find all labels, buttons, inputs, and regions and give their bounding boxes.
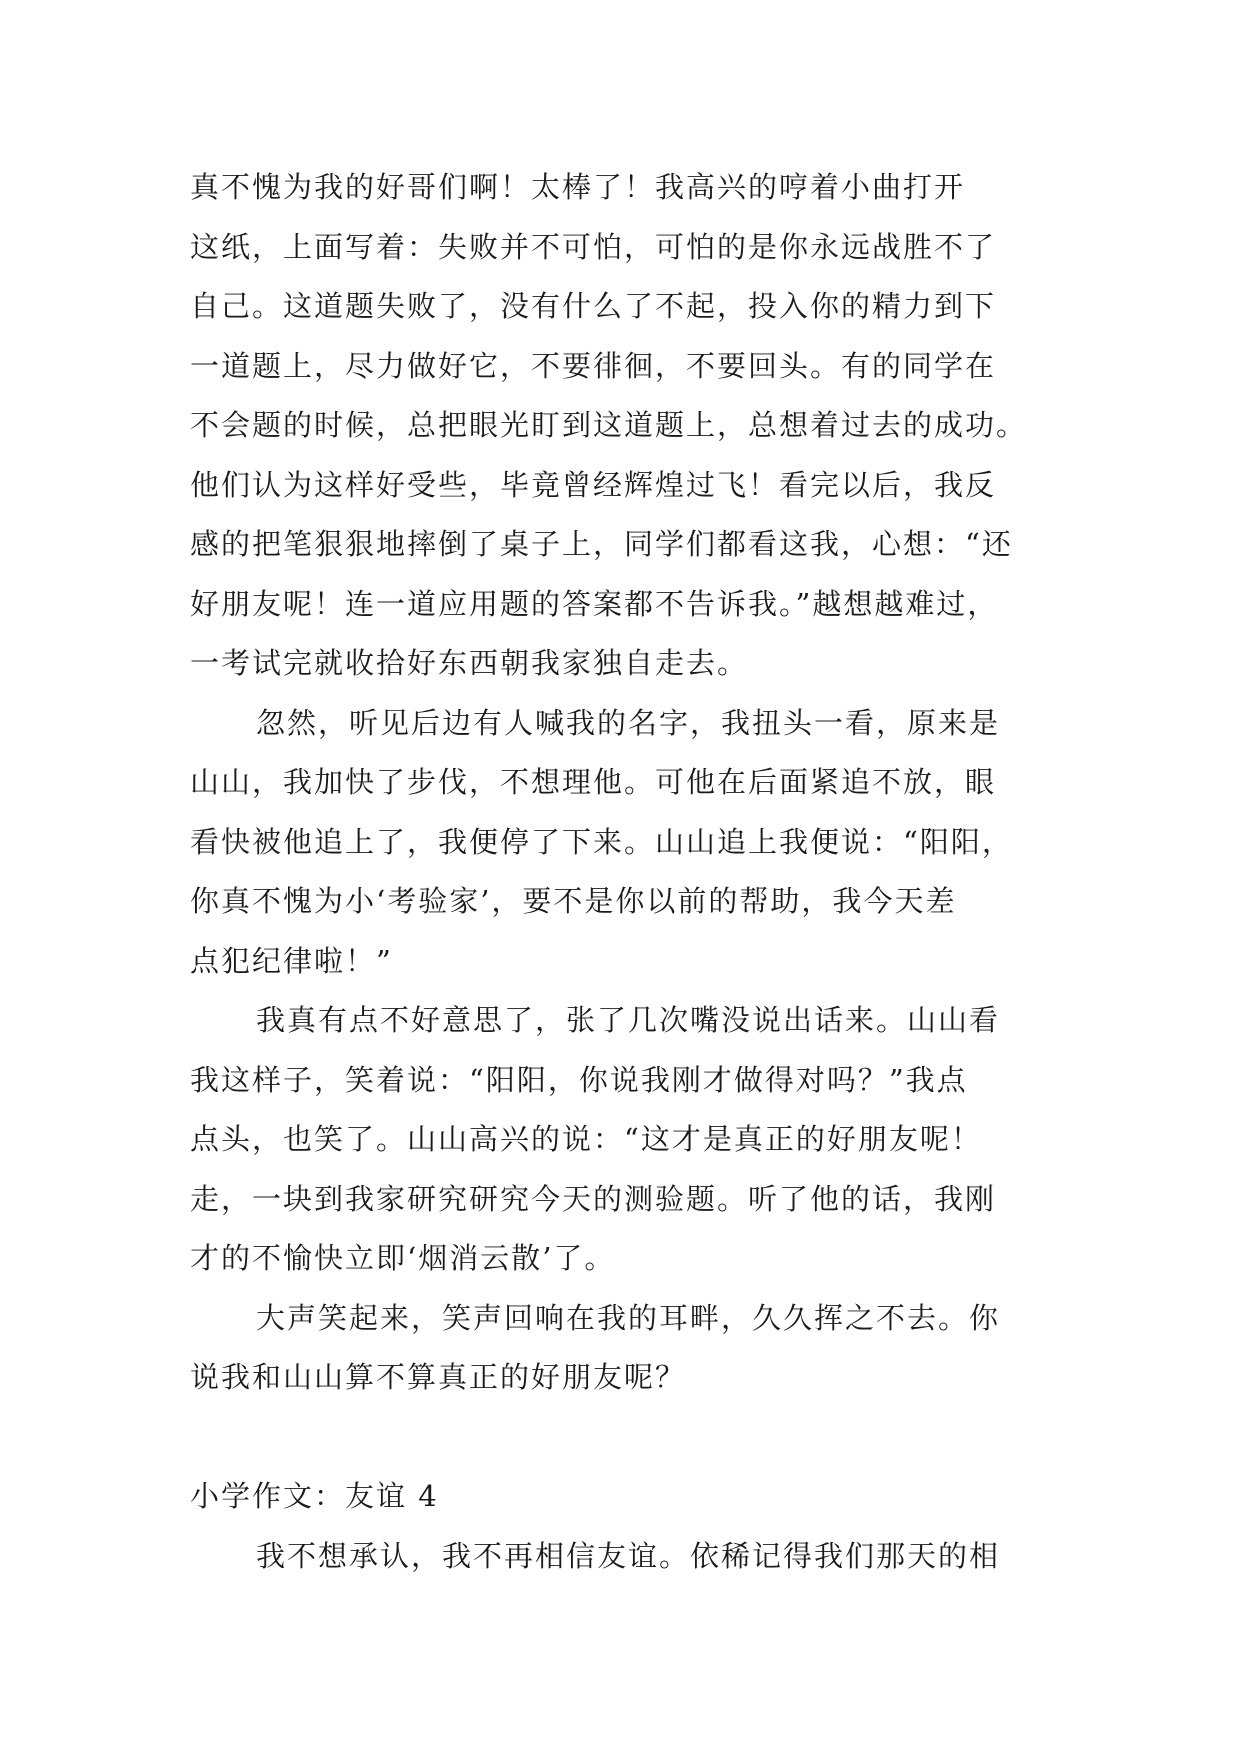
text-line: 说我和山山算不算真正的好朋友呢？ <box>190 1360 687 1394</box>
text-line: 自己。这道题失败了，没有什么了不起，投入你的精力到下 <box>190 289 997 323</box>
section-title: 小学作文：友谊 4 <box>190 1479 439 1513</box>
text-line: 不会题的时候，总把眼光盯到这道题上，总想着过去的成功。 <box>190 408 1028 442</box>
text-line: 点头，也笑了。山山高兴的说：“这才是真正的好朋友呢！ <box>190 1122 982 1156</box>
text-line: 这纸，上面写着：失败并不可怕，可怕的是你永远战胜不了 <box>190 229 997 264</box>
paragraph-start-line: 大声笑起来，笑声回响在我的耳畔，久久挥之不去。你 <box>256 1300 1001 1335</box>
text-line: 点犯纪律啦！” <box>190 943 393 978</box>
text-line: 一道题上，尽力做好它，不要徘徊，不要回头。有的同学在 <box>190 348 997 383</box>
text-line: 山山，我加快了步伐，不想理他。可他在后面紧追不放，眼 <box>190 765 997 799</box>
text-line: 才的不愉快立即‘烟消云散’了。 <box>190 1241 616 1275</box>
paragraph-start-line: 我真有点不好意思了，张了几次嘴没说出话来。山山看 <box>256 1003 1001 1037</box>
text-line: 走，一块到我家研究研究今天的测验题。听了他的话，我刚 <box>190 1181 997 1216</box>
essay-body <box>190 158 1050 1586</box>
paragraph-start-line: 忽然，听见后边有人喊我的名字，我扭头一看，原来是 <box>256 705 1001 740</box>
blank-spacer <box>190 1408 1050 1468</box>
text-line: 一考试完就收拾好东西朝我家独自走去。 <box>190 646 749 680</box>
text-line: 看快被他追上了，我便停了下来。山山追上我便说：“阳阳， <box>190 824 1013 859</box>
paragraph-start-line: 我不想承认，我不再相信友谊。依稀记得我们那天的相 <box>256 1538 1001 1573</box>
text-line: 你真不愧为小‘考验家’，要不是你以前的帮助，我今天差 <box>190 884 957 918</box>
text-line: 感的把笔狠狠地摔倒了桌子上，同学们都看这我，心想：“还 <box>190 527 1013 561</box>
text-line: 好朋友呢！连一道应用题的答案都不告诉我。”越想越难过， <box>190 586 999 621</box>
text-line: 他们认为这样好受些，毕竟曾经辉煌过飞！看完以后，我反 <box>190 467 997 502</box>
text-line: 我这样子，笑着说：“阳阳，你说我刚才做得对吗？”我点 <box>190 1062 968 1097</box>
text-line: 真不愧为我的好哥们啊！太棒了！我高兴的哼着小曲打开 <box>190 170 966 204</box>
